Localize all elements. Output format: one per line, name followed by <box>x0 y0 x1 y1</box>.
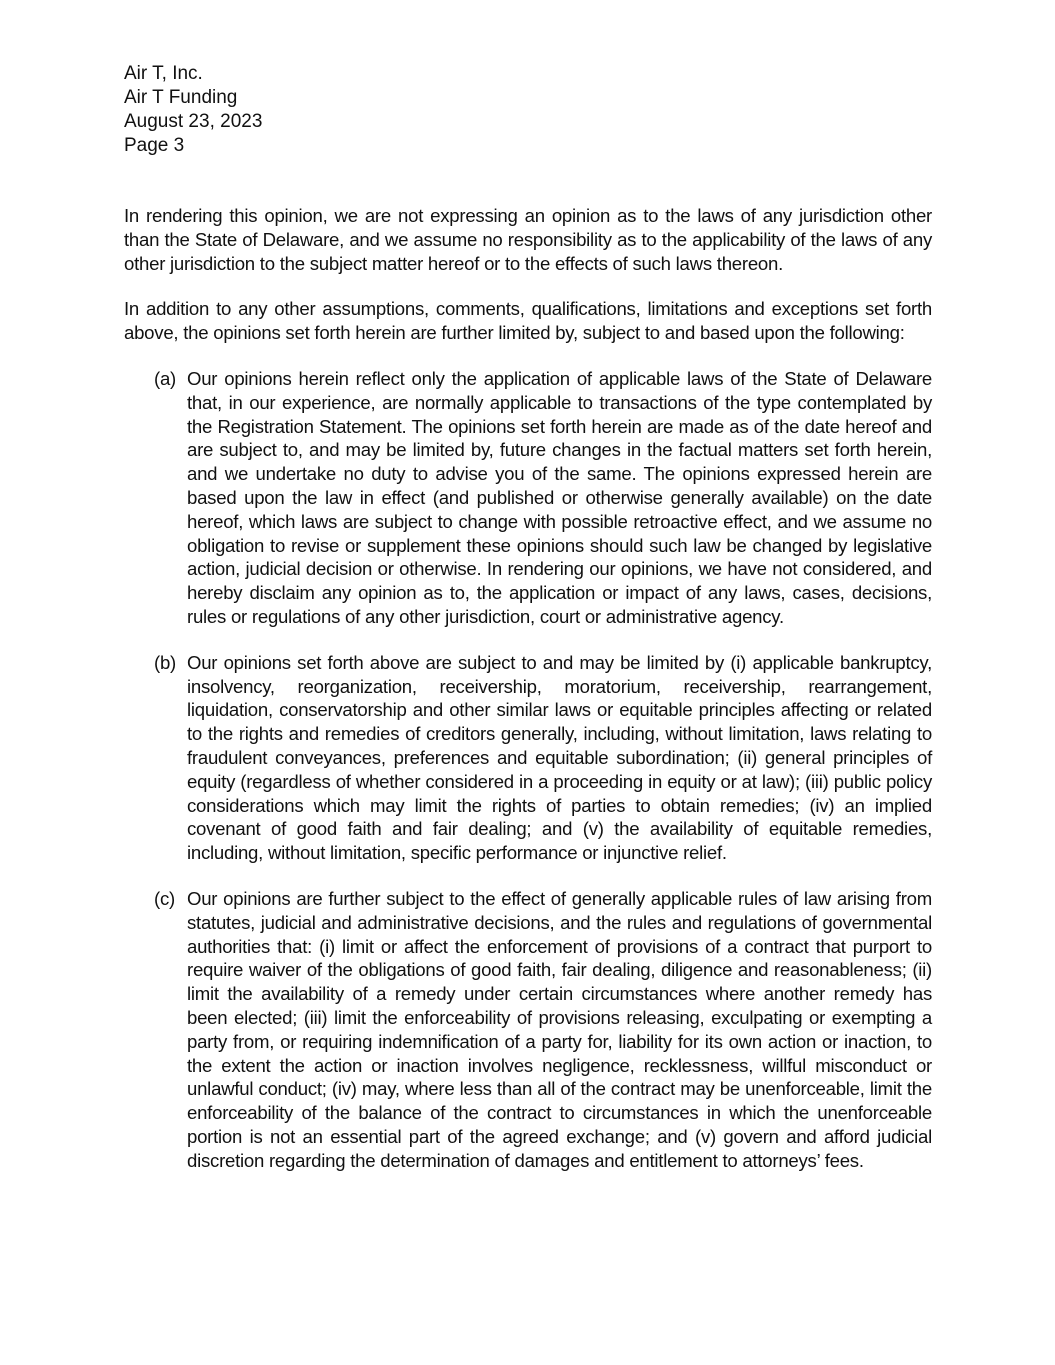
list-marker-c: (c) <box>154 887 175 909</box>
list-text-c: Our opinions are further subject to the effect of generally applicable rules of law arising from statutes, judicial and administrative decisions, and the rules and regulations of governmental authorities that: (i) limit or affect the enforcement of provisions of a contract that purport to require waiver of the obligations of good faith, fair dealing, diligence and reasonableness; (ii) limit the availability of a remedy under certain circumstances where another remedy has been elected; (iii) limit the enforceability of provisions releasing, exculpating or exempting a party from, or requiring indemnification of a party for, liability for its own action or inaction, to the extent the action or inaction involves negligence, recklessness, willful misconduct or unlawful conduct; (iv) may, where less than all of the contract may be unenforceable, limit the enforceability of the balance of the contract to circumstances in which the unenforceable portion is not an essential part of the agreed exchange; and (v) govern and afford judicial discretion regarding the determination of damages and entitlement to attorneys’ fees. <box>187 887 932 1171</box>
paragraph-limitations-intro: In addition to any other assumptions, comments, qualifications, limitations and exceptions set forth above, the opinions set forth herein are further limited by, subject to and based upon the following: <box>124 298 932 344</box>
header-date: August 23, 2023 <box>124 111 263 132</box>
list-text-b: Our opinions set forth above are subject to and may be limited by (i) applicable bankruptcy, insolvency, reorganization, receivership, moratorium, receivership, rearrangement, liquidation, conservatorship and other similar laws or equitable principles affecting or related to the rights and remedies of creditors generally, including, without limitation, laws relating to fraudulent conveyances, preferences and equitable subordination; (ii) general principles of equity (regardless of whether considered in a proceeding in equity or at law); (iii) public policy considerations which may limit the rights of parties to obtain remedies; (iv) an implied covenant of good faith and fair dealing; and (v) the availability of equitable remedies, including, without limitation, specific performance or injunctive relief. <box>187 651 932 864</box>
header-company: Air T, Inc. <box>124 63 203 84</box>
list-text-a: Our opinions herein reflect only the application of applicable laws of the State of Delaware that, in our experience, are normally applicable to transactions of the type contemplated by the Registration Statement. The opinions set forth herein are made as of the date hereof and are subject to, and may be limited by, future changes in the factual matters set forth herein, and we undertake no duty to advise you of the same. The opinions expressed herein are based upon the law in effect (and published or otherwise generally available) on the date hereof, which laws are subject to change with possible retroactive effect, and we assume no obligation to revise or supplement these opinions should such law be changed by legislative action, judicial decision or otherwise. In rendering our opinions, we have not considered, and hereby disclaim any opinion as to, the application or impact of any laws, cases, decisions, rules or regulations of any other jurisdiction, court or administrative agency. <box>187 367 932 627</box>
list-marker-b: (b) <box>154 651 176 673</box>
paragraph-jurisdiction: In rendering this opinion, we are not expressing an opinion as to the laws of any jurisdiction other than the State of Delaware, and we assume no responsibility as to the applicability of the laws of any other jurisdiction to the subject matter hereof or to the effects of such laws thereon. <box>124 205 932 274</box>
list-marker-a: (a) <box>154 367 176 389</box>
letter-header <box>124 62 262 158</box>
header-entity: Air T Funding <box>124 87 238 108</box>
list-item-a <box>124 367 932 629</box>
letter-body <box>124 204 932 1194</box>
header-page-number: Page 3 <box>124 135 185 156</box>
list-item-c <box>124 887 932 1173</box>
list-item-b <box>124 651 932 865</box>
